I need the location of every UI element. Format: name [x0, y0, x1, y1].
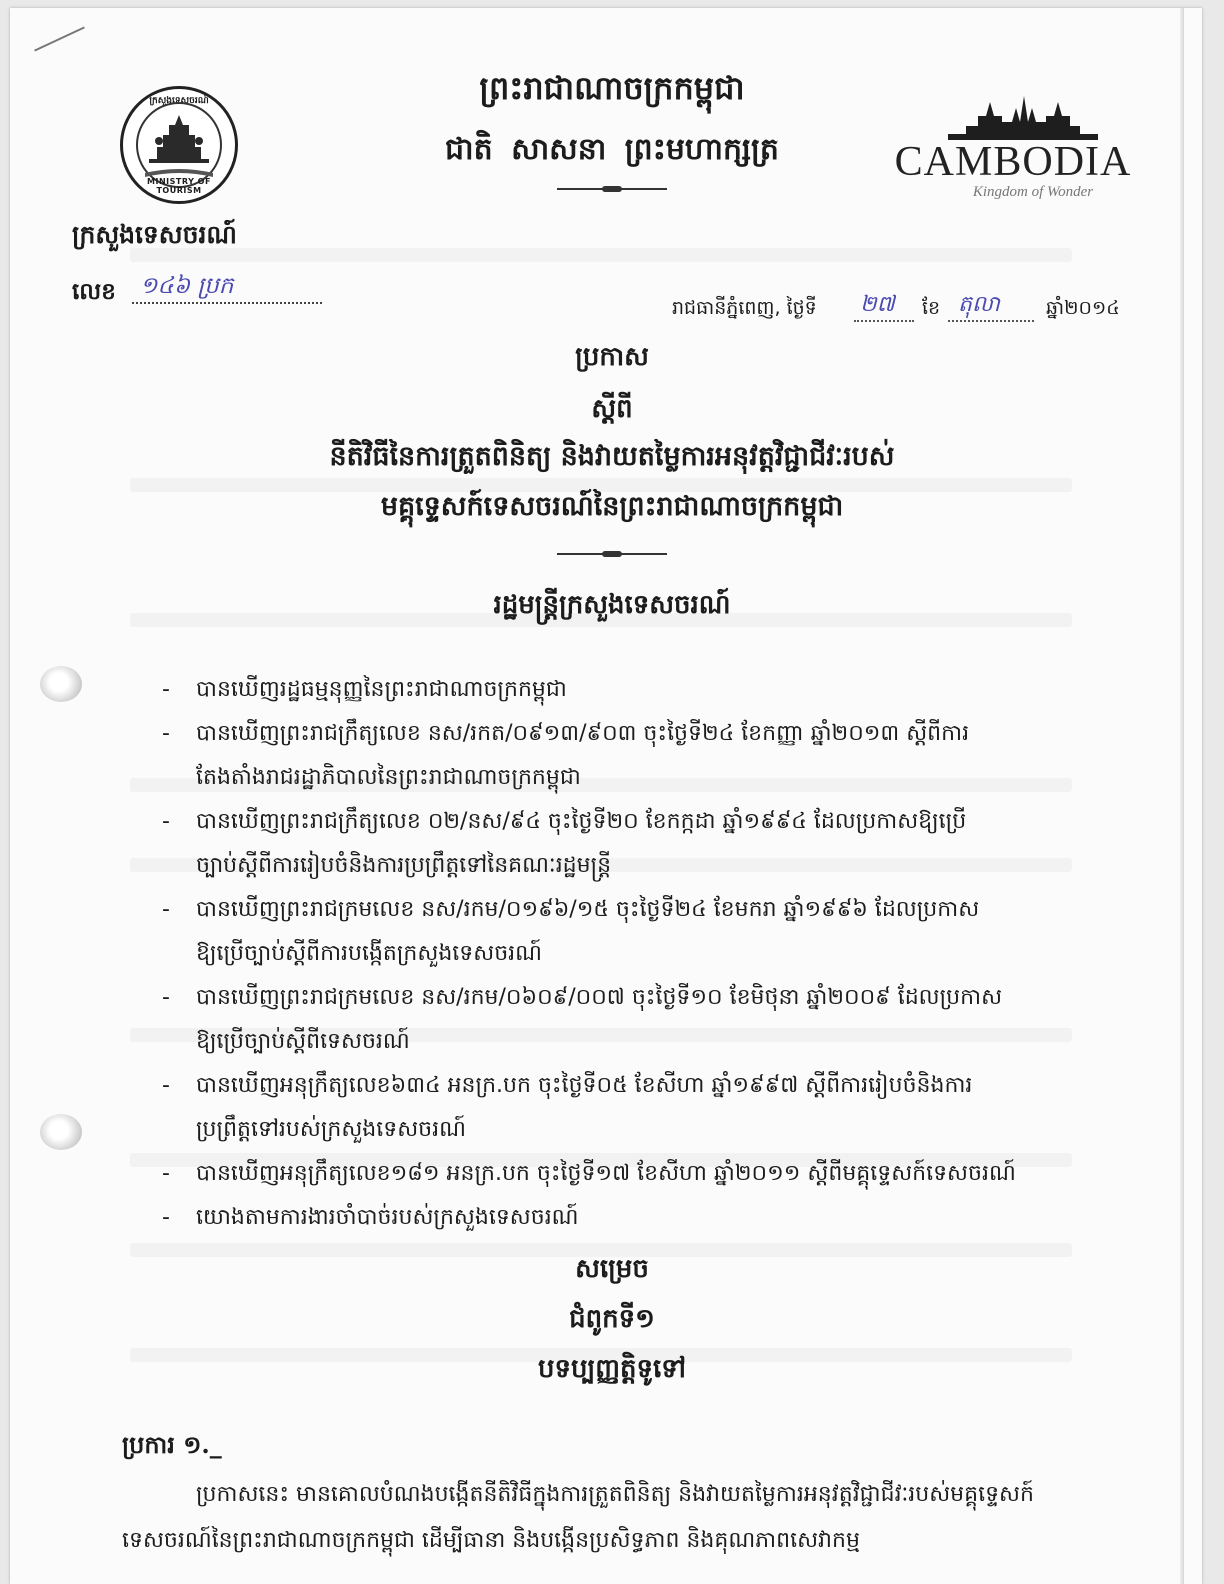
bullet-dash: - — [162, 1205, 170, 1230]
list-item — [162, 1196, 1082, 1240]
document-type: ប្រកាស — [575, 342, 649, 372]
list-item-line: បានឃើញអនុក្រឹត្យលេខ១៨១ អនក្រ.បក ចុះថ្ងៃទី១៧ ខែសីហា ឆ្នាំ២០១១ ស្តីពីមគ្គុទ្ទេសក៍ទេសចរណ៍ — [196, 1161, 1016, 1186]
dateline-day: ២៧ — [860, 292, 895, 317]
list-item-line: បានឃើញរដ្ឋធម្មនុញ្ញនៃព្រះរាជាណាចក្រកម្ពុជា — [196, 677, 567, 702]
list-item — [162, 888, 1082, 976]
cambodia-brand-logo — [888, 100, 1138, 210]
seal-top-text: ក្រសួងទេសចរណ៍ — [149, 96, 209, 106]
list-item-line: ច្បាប់ស្តីពីការរៀបចំនិងការប្រព្រឹត្តទៅនៃគណៈរដ្ឋមន្ត្រី — [196, 853, 612, 878]
dotted-line — [948, 320, 1034, 322]
kingdom-heading: ព្រះរាជាណាចក្រកម្ពុជា — [479, 69, 745, 107]
page-edge — [1180, 8, 1184, 1584]
list-item-line: ប្រព្រឹត្តទៅរបស់ក្រសួងទេសចរណ៍ — [196, 1117, 466, 1142]
chapter-title: បទប្បញ្ញត្តិទូទៅ — [537, 1354, 687, 1384]
bullet-dash: - — [162, 1161, 170, 1186]
bullet-dash: - — [162, 809, 170, 834]
considerations-list — [162, 668, 1082, 1240]
reference-number: ១៤៦ ប្រក — [140, 273, 234, 299]
national-motto: ជាតិ សាសនា ព្រះមហាក្សត្រ — [445, 132, 779, 167]
bleed-through — [130, 248, 1072, 262]
dateline — [672, 290, 1132, 324]
punch-hole — [40, 1114, 82, 1150]
divider-ornament — [557, 188, 667, 190]
article-label: ប្រការ ១._ — [122, 1430, 222, 1459]
angkor-silhouette-icon — [948, 94, 1098, 142]
divider-ornament — [557, 553, 667, 555]
chapter-heading: ជំពូកទី១ — [569, 1304, 655, 1334]
seal-bottom-text: MINISTRY OF TOURISM — [147, 177, 211, 195]
subject-line-1: នីតិវិធីនៃការត្រួតពិនិត្យ និងវាយតម្លៃការអនុវត្តវិជ្ជាជីវៈរបស់ — [329, 441, 895, 472]
brand-name: CAMBODIA — [894, 139, 1132, 185]
bullet-dash: - — [162, 1073, 170, 1098]
brand-tagline: Kingdom of Wonder — [972, 184, 1094, 200]
list-item-line: បានឃើញព្រះរាជក្រឹត្យលេខ ០២/នស/៩៤ ចុះថ្ងៃទី២០ ខែកក្កដា ឆ្នាំ១៩៩៤ ដែលប្រកាសឱ្យប្រើ — [196, 809, 967, 834]
list-item — [162, 668, 1082, 712]
bullet-dash: - — [162, 985, 170, 1010]
list-item-line: បានឃើញព្រះរាជក្រមលេខ នស/រកម/០១៩៦/១៥ ចុះថ្ងៃទី២៤ ខែមករា ឆ្នាំ១៩៩៦ ដែលប្រកាស — [196, 897, 980, 922]
list-item-line: បានឃើញព្រះរាជក្រឹត្យលេខ នស/រកត/០៩១៣/៩០៣ ចុះថ្ងៃទី២៤ ខែកញ្ញា ឆ្នាំ២០១៣ ស្តីពីការ — [196, 721, 970, 746]
article-paragraph: ប្រកាសនេះ មានគោលបំណងបង្កើតនីតិវិធីក្នុងការត្រួតពិនិត្យ និងវាយតម្លៃការអនុវត្តវិជ្ជាជីវៈរបស់មគ្គុទ្ទេសក៍ទេសចរណ៍នៃព្រះរាជាណាចក្រកម្ពុជា ដើម្បីធានា និងបង្កើនប្រសិទ្ធភាព និងគុណភាពសេវាកម្ម — [122, 1482, 1034, 1553]
dotted-line — [854, 320, 914, 322]
list-item-line: យោងតាមការងារចាំបាច់របស់ក្រសួងទេសចរណ៍ — [196, 1205, 579, 1230]
list-item — [162, 1064, 1082, 1152]
list-item-line: ឱ្យប្រើច្បាប់ស្តីពីទេសចរណ៍ — [196, 1029, 410, 1054]
list-item — [162, 976, 1082, 1064]
bullet-dash: - — [162, 677, 170, 702]
bullet-dash: - — [162, 721, 170, 746]
list-item — [162, 1152, 1082, 1196]
dateline-month-label: ខែ — [922, 297, 941, 319]
decision-heading: សម្រេច — [575, 1254, 649, 1284]
pen-mark — [34, 26, 85, 51]
issuer-title: រដ្ឋមន្ត្រីក្រសួងទេសចរណ៍ — [493, 590, 731, 620]
dateline-month: តុលា — [958, 292, 1000, 317]
punch-hole — [40, 666, 82, 702]
dateline-year: ឆ្នាំ២០១៤ — [1046, 297, 1120, 319]
list-item-line: បានឃើញព្រះរាជក្រមលេខ នស/រកម/០៦០៩/០០៧ ចុះថ្ងៃទី១០ ខែមិថុនា ឆ្នាំ២០០៩ ដែលប្រកាស — [196, 985, 1003, 1010]
bullet-dash: - — [162, 897, 170, 922]
list-item — [162, 800, 1082, 888]
about-label: ស្តីពី — [591, 394, 633, 424]
dateline-place: រាជធានីភ្នំពេញ, ថ្ងៃទី — [672, 297, 817, 319]
issuing-ministry: ក្រសួងទេសចរណ៍ — [72, 220, 237, 249]
list-item-line: តែងតាំងរាជរដ្ឋាភិបាលនៃព្រះរាជាណាចក្រកម្ពុជា — [196, 765, 581, 790]
subject-line-2: មគ្គុទ្ទេសក៍ទេសចរណ៍នៃព្រះរាជាណាចក្រកម្ពុជា — [380, 491, 844, 522]
list-item-line: ឱ្យប្រើច្បាប់ស្តីពីការបង្កើតក្រសួងទេសចរណ៍ — [196, 941, 543, 966]
reference-label: លេខ — [72, 279, 116, 305]
list-item-line: បានឃើញអនុក្រឹត្យលេខ៦៣៤ អនក្រ.បក ចុះថ្ងៃទី០៥ ខែសីហា ឆ្នាំ១៩៩៧ ស្តីពីការរៀបចំនិងការ — [196, 1073, 973, 1098]
list-item — [162, 712, 1082, 800]
